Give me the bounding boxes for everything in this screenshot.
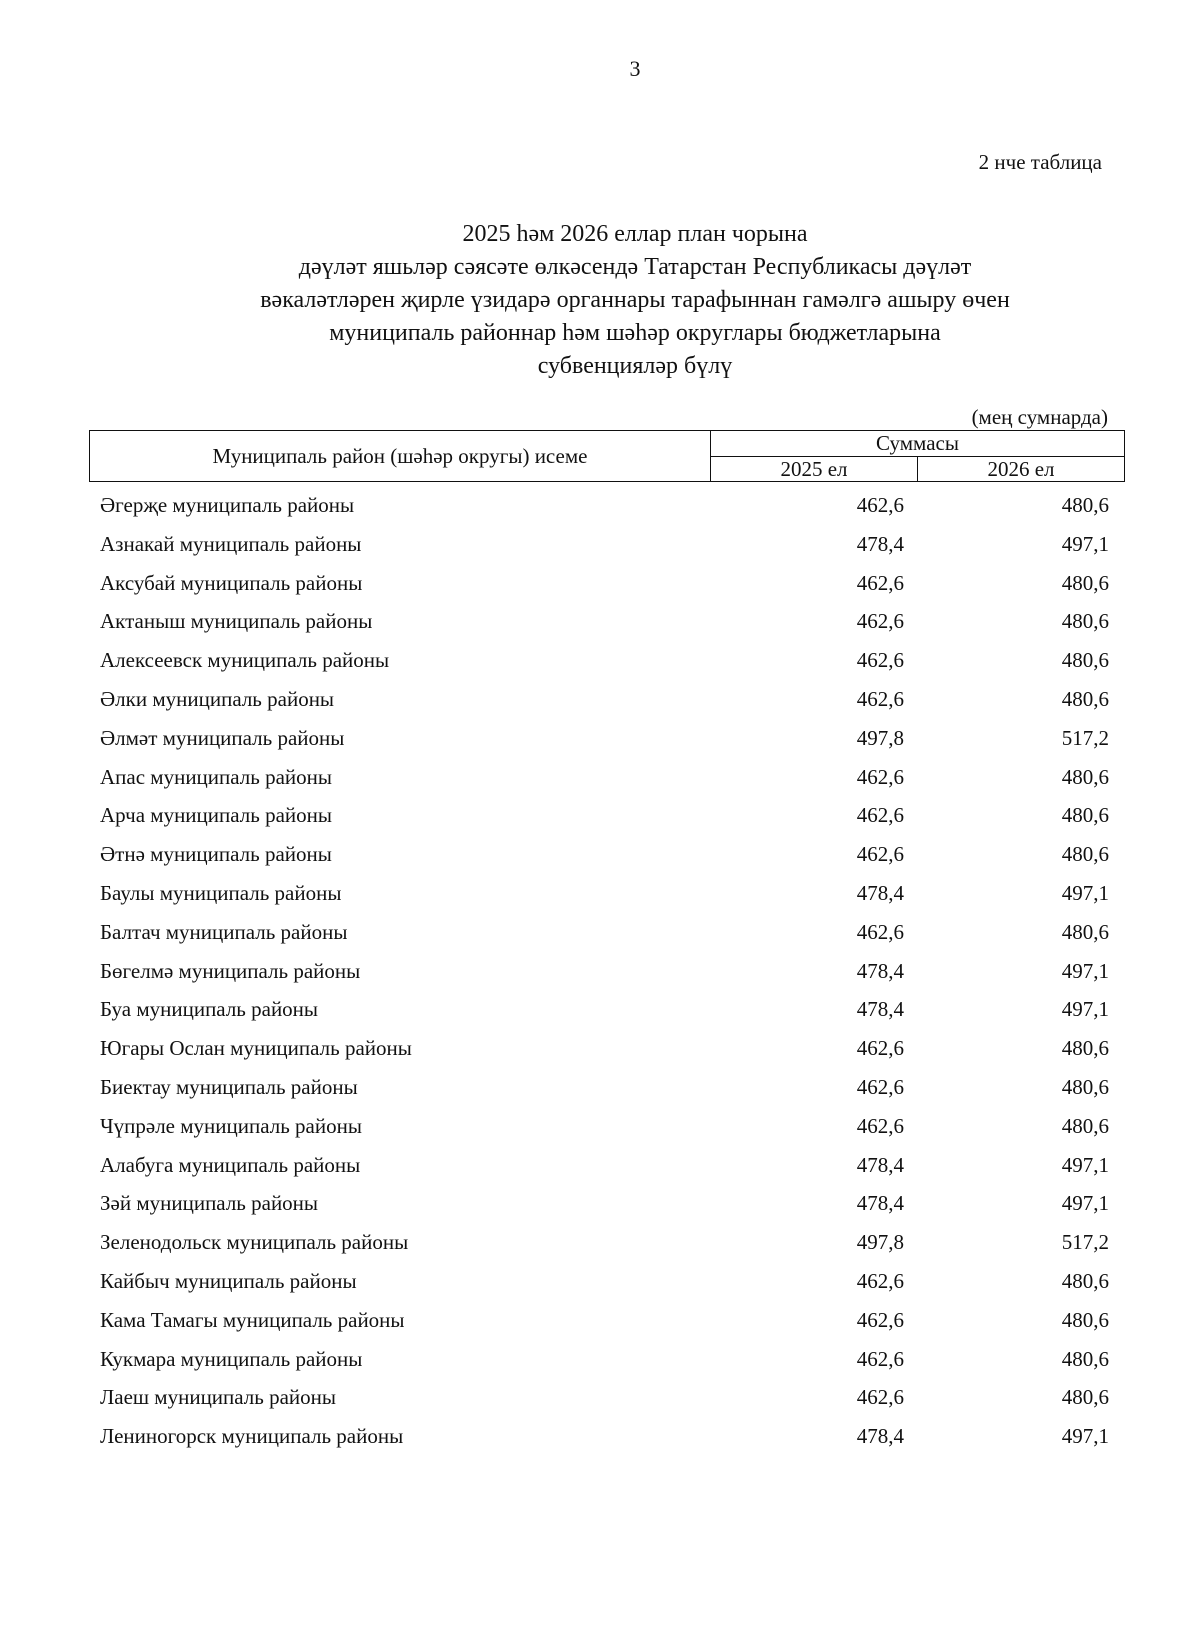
district-name: Буа муниципаль районы	[100, 997, 319, 1022]
value-2026: 480,6	[1061, 1036, 1109, 1061]
value-2025: 462,6	[856, 1269, 904, 1293]
value-2025: 462,6	[856, 1307, 904, 1332]
district-name: Чүпрәле муниципаль районы	[100, 1113, 362, 1138]
district-name: Арча муниципаль районы	[100, 803, 332, 828]
district-name: Әтнә муниципаль районы	[100, 842, 332, 867]
table-row	[0, 920, 1200, 960]
value-2025: 462,6	[856, 1346, 904, 1371]
units-note: (мең сумнарда)	[971, 405, 1108, 429]
value-2025: 462,6	[856, 803, 904, 828]
table-row	[0, 1036, 1200, 1076]
table-row	[0, 1424, 1200, 1464]
value-2026: 480,6	[1061, 648, 1109, 673]
value-2026: 480,6	[1061, 1075, 1109, 1099]
value-2026: 480,6	[1061, 1307, 1109, 1332]
district-name: Актаныш муниципаль районы	[100, 609, 373, 634]
district-name: Балтач муниципаль районы	[100, 919, 348, 944]
value-2026: 480,6	[1061, 1346, 1109, 1371]
year-2025-header: 2025 ел	[711, 456, 918, 482]
value-2025: 462,6	[856, 609, 904, 634]
value-2025: 478,4	[856, 1424, 904, 1449]
title-line: вәкаләтләрен җирле үзидарә органнары тарафыннан гамәлгә ашыру өчен	[260, 287, 1010, 313]
value-2026: 497,1	[1061, 531, 1109, 556]
table-row	[0, 493, 1200, 533]
title-line: субвенцияләр бүлү	[537, 353, 733, 379]
table-row	[0, 1385, 1200, 1425]
page-number: 3	[629, 56, 641, 81]
table-row	[0, 726, 1200, 766]
title-line: муниципаль районнар һәм шәһәр округлары бюджетларына	[329, 320, 941, 346]
value-2026: 480,6	[1061, 1385, 1109, 1410]
district-name: Югары Ослан муниципаль районы	[100, 1036, 412, 1061]
table-row	[0, 959, 1200, 999]
value-2026: 480,6	[1061, 1113, 1109, 1138]
value-2026: 480,6	[1061, 842, 1109, 867]
table-row	[0, 609, 1200, 649]
district-name: Зеленодольск муниципаль районы	[100, 1230, 409, 1255]
value-2025: 462,6	[856, 493, 904, 517]
table-header	[89, 430, 1125, 482]
district-name: Апас муниципаль районы	[100, 764, 332, 789]
value-2025: 478,4	[856, 881, 904, 905]
district-name: Биектау муниципаль районы	[100, 1075, 358, 1099]
table-row	[0, 1075, 1200, 1115]
value-2026: 480,6	[1061, 570, 1109, 595]
district-name: Баулы муниципаль районы	[100, 881, 342, 905]
district-name: Кама Тамагы муниципаль районы	[100, 1307, 405, 1332]
table-row	[0, 1347, 1200, 1387]
district-name: Аксубай муниципаль районы	[100, 570, 363, 595]
district-name: Әлки муниципаль районы	[100, 687, 335, 711]
table-row	[0, 648, 1200, 688]
district-name: Кукмара муниципаль районы	[100, 1346, 363, 1371]
name-column-header: Муниципаль район (шәһәр округы) исеме	[90, 431, 711, 482]
value-2026: 480,6	[1061, 764, 1109, 789]
value-2025: 462,6	[856, 687, 904, 711]
table-row	[0, 765, 1200, 805]
table-row	[0, 842, 1200, 882]
district-name: Алабуга муниципаль районы	[100, 1152, 361, 1177]
value-2025: 478,4	[856, 958, 904, 983]
district-name: Әлмәт муниципаль районы	[100, 725, 345, 750]
district-name: Әгерҗе муниципаль районы	[100, 493, 355, 517]
value-2025: 462,6	[856, 1036, 904, 1061]
document-title	[100, 218, 1170, 383]
value-2026: 497,1	[1061, 1152, 1109, 1177]
value-2026: 480,6	[1061, 609, 1109, 634]
value-2026: 480,6	[1061, 803, 1109, 828]
value-2026: 480,6	[1061, 687, 1109, 711]
value-2026: 517,2	[1061, 725, 1109, 750]
district-name: Азнакай муниципаль районы	[100, 531, 362, 556]
value-2025: 478,4	[856, 1152, 904, 1177]
value-2025: 478,4	[856, 997, 904, 1022]
value-2026: 497,1	[1061, 1191, 1109, 1216]
table-row	[0, 997, 1200, 1037]
value-2026: 497,1	[1061, 997, 1109, 1022]
district-name: Кайбыч муниципаль районы	[100, 1269, 357, 1293]
district-name: Бөгелмә муниципаль районы	[100, 958, 361, 983]
value-2025: 462,6	[856, 1385, 904, 1410]
table-number: 2 нче таблица	[978, 150, 1102, 174]
value-2026: 497,1	[1061, 1424, 1109, 1449]
table-row	[0, 1308, 1200, 1348]
sum-group-header: Суммасы	[711, 431, 1125, 457]
value-2025: 462,6	[856, 764, 904, 789]
table-row	[0, 1230, 1200, 1270]
title-line: 2025 һәм 2026 еллар план чорына	[462, 221, 808, 247]
value-2025: 478,4	[856, 1191, 904, 1216]
value-2025: 497,8	[856, 725, 904, 750]
value-2025: 462,6	[856, 1075, 904, 1099]
table-row	[0, 571, 1200, 611]
value-2025: 462,6	[856, 919, 904, 944]
table-row	[0, 881, 1200, 921]
value-2026: 497,1	[1061, 958, 1109, 983]
value-2026: 480,6	[1061, 919, 1109, 944]
table-row	[0, 532, 1200, 572]
value-2025: 462,6	[856, 1113, 904, 1138]
value-2025: 497,8	[856, 1230, 904, 1255]
year-2026-header: 2026 ел	[918, 456, 1125, 482]
value-2025: 462,6	[856, 570, 904, 595]
value-2025: 462,6	[856, 648, 904, 673]
value-2025: 462,6	[856, 842, 904, 867]
district-name: Алексеевск муниципаль районы	[100, 648, 390, 673]
table-row	[0, 1153, 1200, 1193]
value-2025: 478,4	[856, 531, 904, 556]
value-2026: 480,6	[1061, 1269, 1109, 1293]
table-row	[0, 687, 1200, 727]
value-2026: 480,6	[1061, 493, 1109, 517]
table-row	[0, 1191, 1200, 1231]
value-2026: 517,2	[1061, 1230, 1109, 1255]
value-2026: 497,1	[1061, 881, 1109, 905]
table-row	[0, 1269, 1200, 1309]
district-name: Лениногорск муниципаль районы	[100, 1424, 404, 1449]
table-row	[0, 803, 1200, 843]
title-line: дәүләт яшьләр сәясәте өлкәсендә Татарстан Республикасы дәүләт	[298, 254, 972, 280]
district-name: Лаеш муниципаль районы	[100, 1385, 337, 1410]
district-name: Зәй муниципаль районы	[100, 1191, 319, 1216]
table-row	[0, 1114, 1200, 1154]
